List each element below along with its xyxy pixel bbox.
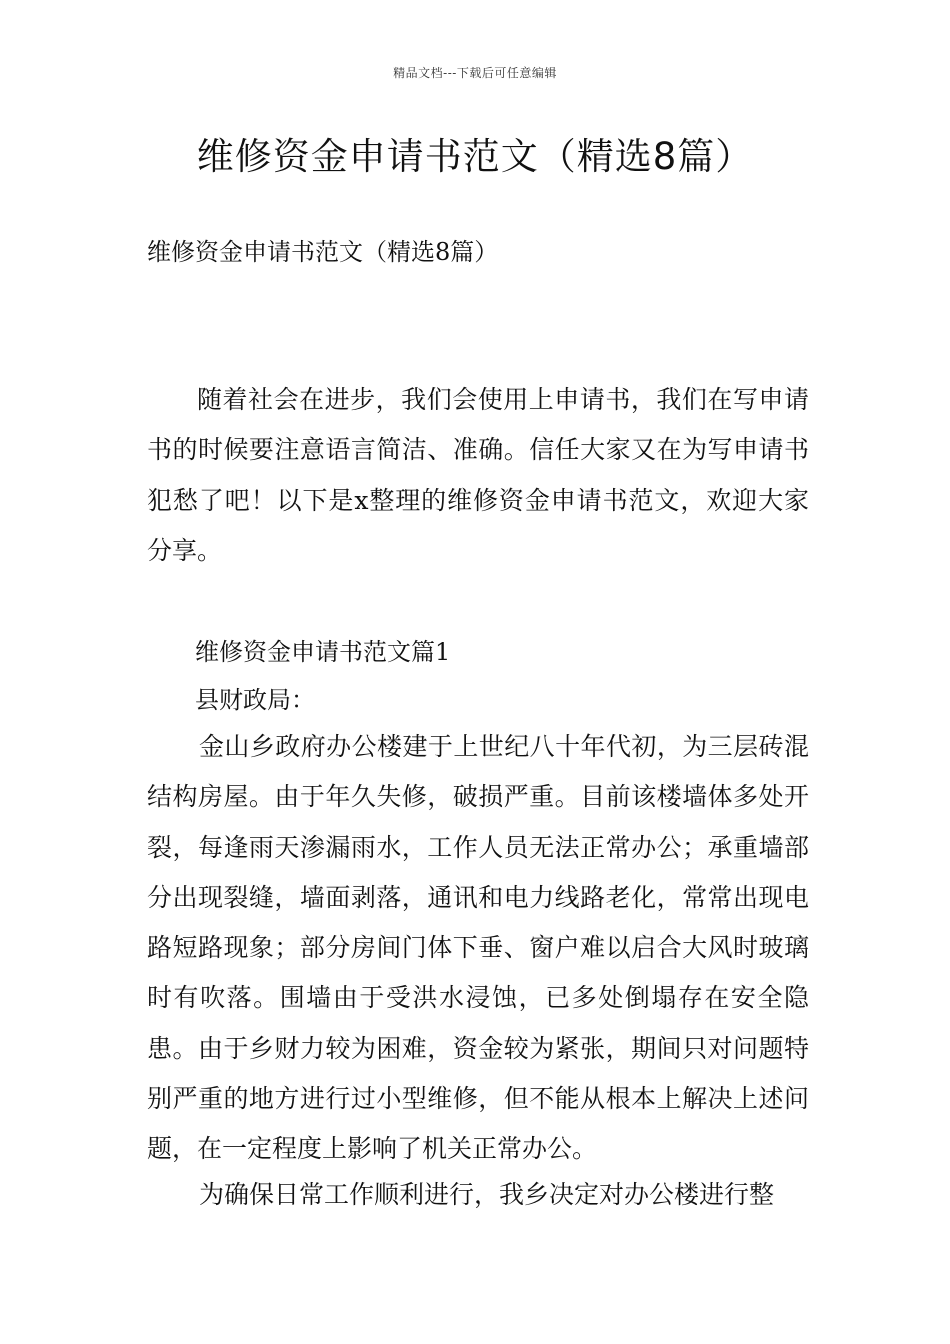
document-title: 维修资金申请书范文（精选8篇） <box>196 135 754 178</box>
header-note: 精品文档---下载后可任意编辑 <box>393 66 557 80</box>
salutation: 县财政局： <box>195 686 315 714</box>
intro-paragraph: 随着社会在进步，我们会使用上申请书，我们在写申请书的时候要注意语言简洁、准确。信任大家又在为写申请书犯愁了吧！以下是x整理的维修资金申请书范文，欢迎大家分享。 <box>147 385 809 565</box>
section-heading: 维修资金申请书范文篇1 <box>195 638 451 666</box>
body-paragraph: 为确保日常工作顺利进行，我乡决定对办公楼进行整 <box>199 1180 775 1209</box>
document-subtitle: 维修资金申请书范文（精选8篇） <box>147 238 499 266</box>
body-paragraph: 金山乡政府办公楼建于上世纪八十年代初，为三层砖混结构房屋。由于年久失修，破损严重。目前该楼墙体多处开裂，每逢雨天渗漏雨水，工作人员无法正常办公；承重墙部分出现裂缝，墙面剥落，通讯和电力线路老化，常常出现电路短路现象；部分房间门体下垂、窗户难以启合大风时玻璃时有吹落。围墙由于受洪水浸蚀，已多处倒塌存在安全隐患。由于乡财力较为困难，资金较为紧张，期间只对问题特别严重的地方进行过小型维修，但不能从根本上解决上述问题，在一定程度上影响了机关正常办公。 <box>147 732 809 1164</box>
